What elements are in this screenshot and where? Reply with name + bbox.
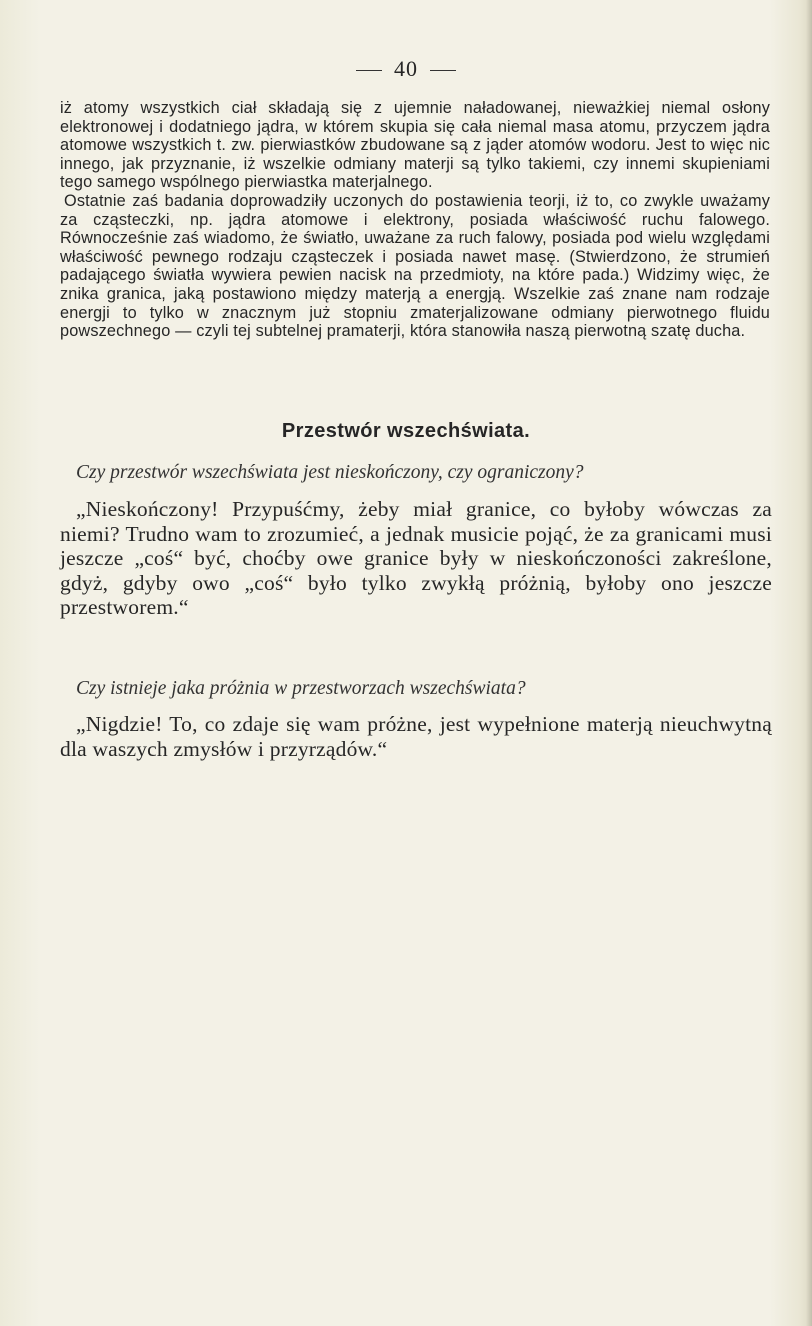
page-number-text: 40 [394, 56, 418, 81]
page-edge-shadow [806, 0, 812, 1326]
answer-1-text: „Nieskończony! Przypuśćmy, żeby miał granice, co byłoby wówczas za niemi? Trudno wam to zrozumieć, a jednak musicie pojąć, że za granicami musi jeszcze „coś“ być, choćby owe granice były w nieskończoności zakreślone, gdyż, gdyby owo „coś“ było tylko zwykłą próżnią, byłoby ono jeszcze przestworem.“ [60, 497, 772, 620]
answer-1 [60, 497, 772, 620]
intro-paragraph: iż atomy wszystkich ciał składają się z ujemnie naładowanej, nieważkiej niemal osłony elektronowej i dodatniego jądra, w którem skupia się cała niemal masa atomu, przyczem jądra atomowe wszystkich t. zw. pierwiastków zbudowane są z jąder atomów wodoru. Jest to więc nic innego, jak przyznanie, iż wszelkie odmiany materji są tylko takiemi, czy innemi skupieniami tego samego wspólnego pierwiastka materjalnego. [60, 99, 770, 192]
intro-paragraph: Ostatnie zaś badania doprowadziły uczonych do postawienia teorji, iż to, co zwykle uważamy za cząsteczki, np. jądra atomowe i elektrony, posiada właściwość ruchu falowego. Równocześnie zaś wiadomo, że światło, uważane za ruch falowy, posiada pod wielu względami właściwość pewnego rodzaju cząsteczek i posiada nawet masę. (Stwierdzono, że strumień padającego światła wywiera pewien nacisk na przedmioty, na które pada.) Widzimy więc, że znika granica, jaką postawiono między materją a energją. Wszelkie zaś znane nam rodzaje energji to tylko w znacznym już stopniu zmaterjalizowane odmiany pierwotnego fluidu powszechnego — czyli tej subtelnej pramaterji, która stanowiła naszą pierwotną szatę ducha. [60, 191, 770, 341]
question-1: Czy przestwór wszechświata jest nieskończony, czy ograniczony? [76, 462, 584, 483]
page-number-dash-right [430, 70, 456, 71]
section-title: Przestwór wszechświata. [281, 420, 531, 442]
question-2: Czy istnieje jaka próżnia w przestworzach wszechświata? [76, 678, 526, 699]
intro-text-block [60, 99, 770, 341]
page-number-dash-left [356, 70, 382, 71]
answer-2 [60, 712, 772, 761]
page-number [0, 56, 812, 82]
answer-2-text: „Nigdzie! To, co zdaje się wam próżne, jest wypełnione materją nieuchwytną dla waszych zmysłów i przyrządów.“ [60, 712, 772, 761]
